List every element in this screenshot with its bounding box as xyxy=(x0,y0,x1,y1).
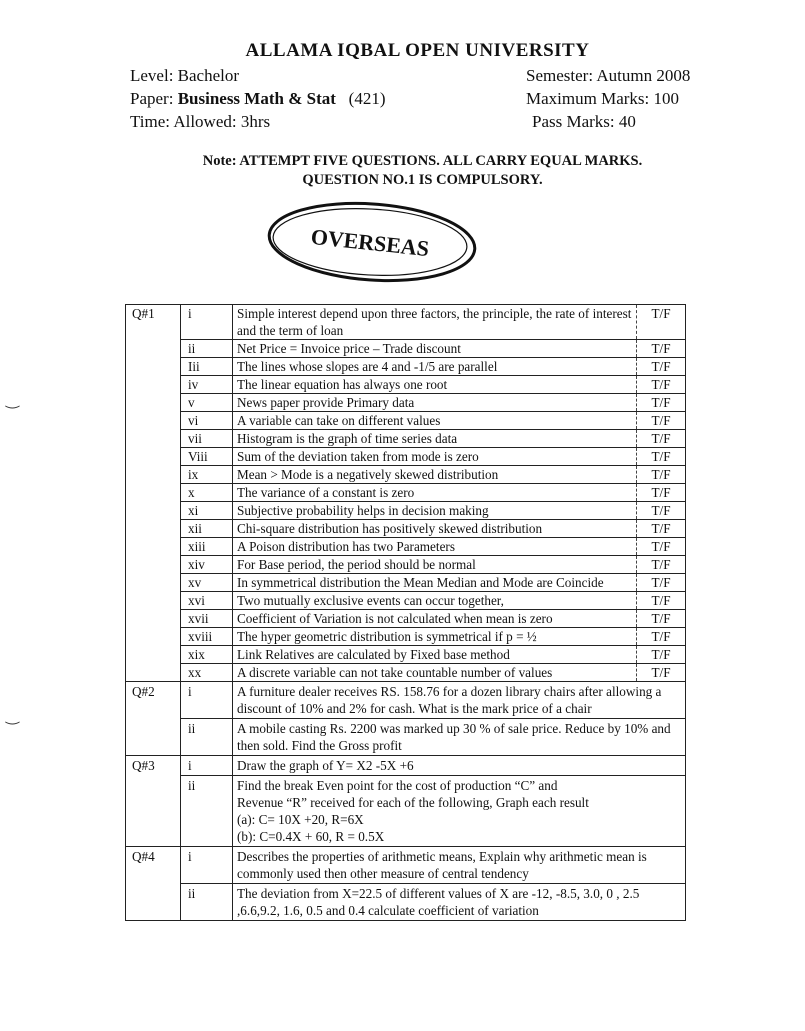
item-number: ii xyxy=(181,776,233,847)
item-number: ii xyxy=(181,719,233,756)
question-line: (a): C= 10X +20, R=6X xyxy=(237,812,364,827)
tf-statement-row xyxy=(126,556,686,574)
statement-text: The variance of a constant is zero xyxy=(233,484,637,502)
true-false-option: T/F xyxy=(637,574,686,592)
margin-mark: ‿ xyxy=(6,392,19,409)
question-text: A furniture dealer receives RS. 158.76 for a dozen library chairs after allowing a discount of 10% and 2% for cash. What is the mark price of a chair xyxy=(233,682,686,719)
statement-text: Simple interest depend upon three factors, the principle, the rate of interest and the term of loan xyxy=(233,305,637,340)
tf-statement-row xyxy=(126,430,686,448)
tf-statement-row xyxy=(126,538,686,556)
paper-line xyxy=(130,87,385,110)
question-line: Find the break Even point for the cost of production “C” and xyxy=(237,778,558,793)
tf-statement-row xyxy=(126,358,686,376)
statement-text: Coefficient of Variation is not calculated when mean is zero xyxy=(233,610,637,628)
statement-text: The linear equation has always one root xyxy=(233,376,637,394)
statement-text: Chi-square distribution has positively skewed distribution xyxy=(233,520,637,538)
q3-section xyxy=(126,756,686,847)
statement-text: The lines whose slopes are 4 and -1/5 are parallel xyxy=(233,358,637,376)
statement-text: Mean > Mode is a negatively skewed distribution xyxy=(233,466,637,484)
statement-text: A Poison distribution has two Parameters xyxy=(233,538,637,556)
statement-text: Two mutually exclusive events can occur together, xyxy=(233,592,637,610)
true-false-option: T/F xyxy=(637,466,686,484)
true-false-option: T/F xyxy=(637,305,686,340)
item-number: xx xyxy=(181,664,233,682)
question-line: (b): C=0.4X + 60, R = 0.5X xyxy=(237,829,385,844)
q4-section xyxy=(126,847,686,921)
true-false-option: T/F xyxy=(637,412,686,430)
statement-text: Link Relatives are calculated by Fixed base method xyxy=(233,646,637,664)
question-label: Q#3 xyxy=(126,756,181,847)
item-number: vii xyxy=(181,430,233,448)
true-false-option: T/F xyxy=(637,358,686,376)
tf-statement-row xyxy=(126,412,686,430)
tf-statement-row xyxy=(126,628,686,646)
item-number: v xyxy=(181,394,233,412)
true-false-option: T/F xyxy=(637,484,686,502)
statement-text: For Base period, the period should be normal xyxy=(233,556,637,574)
statement-text: The hyper geometric distribution is symmetrical if p = ½ xyxy=(233,628,637,646)
semester-line: Semester: Autumn 2008 xyxy=(526,66,691,85)
paper-code: (421) xyxy=(348,89,386,108)
item-number: xvi xyxy=(181,592,233,610)
tf-statement-row xyxy=(126,610,686,628)
q3-item-ii xyxy=(126,776,686,847)
item-number: xix xyxy=(181,646,233,664)
q2-item-i xyxy=(126,682,686,719)
q4-item-ii xyxy=(126,884,686,921)
question-text: A mobile casting Rs. 2200 was marked up 30 % of sale price. Reduce by 10% and then sold. Find the Gross profit xyxy=(233,719,686,756)
tf-statement-row xyxy=(126,376,686,394)
true-false-option: T/F xyxy=(637,628,686,646)
item-number: i xyxy=(181,756,233,776)
item-number: vi xyxy=(181,412,233,430)
item-number: x xyxy=(181,484,233,502)
instructions-note xyxy=(0,152,805,190)
tf-statement-row xyxy=(126,646,686,664)
question-text: Draw the graph of Y= X2 -5X +6 xyxy=(233,756,686,776)
item-number: i xyxy=(181,682,233,719)
question-label: Q#4 xyxy=(126,847,181,921)
item-number: xii xyxy=(181,520,233,538)
true-false-option: T/F xyxy=(637,538,686,556)
tf-statement-row xyxy=(126,466,686,484)
exam-info-right xyxy=(526,64,690,133)
exam-info-left xyxy=(130,64,385,133)
true-false-option: T/F xyxy=(637,394,686,412)
true-false-option: T/F xyxy=(637,592,686,610)
item-number: xv xyxy=(181,574,233,592)
question-text: The deviation from X=22.5 of different values of X are -12, -8.5, 3.0, 0 , 2.5 ,6.6,9.2, 1.6, 0.5 and 0.4 calculate coefficient of variation xyxy=(233,884,686,921)
question-text: Describes the properties of arithmetic means, Explain why arithmetic mean is commonly used then other measure of central tendency xyxy=(233,847,686,884)
item-number: xiv xyxy=(181,556,233,574)
tf-statement-row xyxy=(126,340,686,358)
statement-text: A variable can take on different values xyxy=(233,412,637,430)
true-false-option: T/F xyxy=(637,340,686,358)
stamp-text: OVERSEAS xyxy=(309,223,431,262)
statement-text: A discrete variable can not take countable number of values xyxy=(233,664,637,682)
true-false-option: T/F xyxy=(637,502,686,520)
item-number: ii xyxy=(181,884,233,921)
q1-section xyxy=(126,305,686,682)
q2-item-ii xyxy=(126,719,686,756)
margin-mark: ‿ xyxy=(6,708,19,725)
true-false-option: T/F xyxy=(637,448,686,466)
item-number: xvii xyxy=(181,610,233,628)
paper-name: Business Math & Stat xyxy=(177,89,336,108)
time-line: Time: Allowed: 3hrs xyxy=(130,112,271,131)
tf-statement-row xyxy=(126,574,686,592)
true-false-option: T/F xyxy=(637,520,686,538)
overseas-stamp xyxy=(262,198,480,286)
item-number: i xyxy=(181,847,233,884)
statement-text: In symmetrical distribution the Mean Median and Mode are Coincide xyxy=(233,574,637,592)
item-number: xi xyxy=(181,502,233,520)
q3-item-i xyxy=(126,756,686,776)
tf-statement-row xyxy=(126,592,686,610)
statement-text: Sum of the deviation taken from mode is zero xyxy=(233,448,637,466)
item-number: i xyxy=(181,305,233,340)
item-number: ix xyxy=(181,466,233,484)
true-false-option: T/F xyxy=(637,664,686,682)
max-marks-line: Maximum Marks: 100 xyxy=(526,89,679,108)
tf-statement-row xyxy=(126,520,686,538)
statement-text: Subjective probability helps in decision making xyxy=(233,502,637,520)
stamp-graphic xyxy=(262,198,480,286)
question-text-block xyxy=(233,776,686,847)
pass-marks-line: Pass Marks: 40 xyxy=(532,112,636,131)
tf-statement-row xyxy=(126,305,686,340)
note-line-2: QUESTION NO.1 IS COMPULSORY. xyxy=(302,172,543,188)
true-false-option: T/F xyxy=(637,556,686,574)
statement-text: Net Price = Invoice price – Trade discount xyxy=(233,340,637,358)
item-number: Iii xyxy=(181,358,233,376)
tf-statement-row xyxy=(126,484,686,502)
question-table xyxy=(125,304,686,921)
question-label: Q#2 xyxy=(126,682,181,756)
q2-section xyxy=(126,682,686,756)
level-line: Level: Bachelor xyxy=(130,66,240,85)
tf-statement-row xyxy=(126,394,686,412)
item-number: xiii xyxy=(181,538,233,556)
true-false-option: T/F xyxy=(637,430,686,448)
paper-prefix: Paper: xyxy=(130,89,178,108)
item-number: ii xyxy=(181,340,233,358)
university-title: ALLAMA IQBAL OPEN UNIVERSITY xyxy=(245,40,590,61)
item-number: Viii xyxy=(181,448,233,466)
statement-text: Histogram is the graph of time series data xyxy=(233,430,637,448)
tf-statement-row xyxy=(126,664,686,682)
item-number: xviii xyxy=(181,628,233,646)
note-line-1: Note: ATTEMPT FIVE QUESTIONS. ALL CARRY EQUAL MARKS. xyxy=(202,153,643,169)
true-false-option: T/F xyxy=(637,376,686,394)
question-line: Revenue “R” received for each of the following, Graph each result xyxy=(237,795,589,810)
true-false-option: T/F xyxy=(637,610,686,628)
question-label: Q#1 xyxy=(126,305,181,682)
statement-text: News paper provide Primary data xyxy=(233,394,637,412)
item-number: iv xyxy=(181,376,233,394)
q4-item-i xyxy=(126,847,686,884)
tf-statement-row xyxy=(126,502,686,520)
true-false-option: T/F xyxy=(637,646,686,664)
tf-statement-row xyxy=(126,448,686,466)
